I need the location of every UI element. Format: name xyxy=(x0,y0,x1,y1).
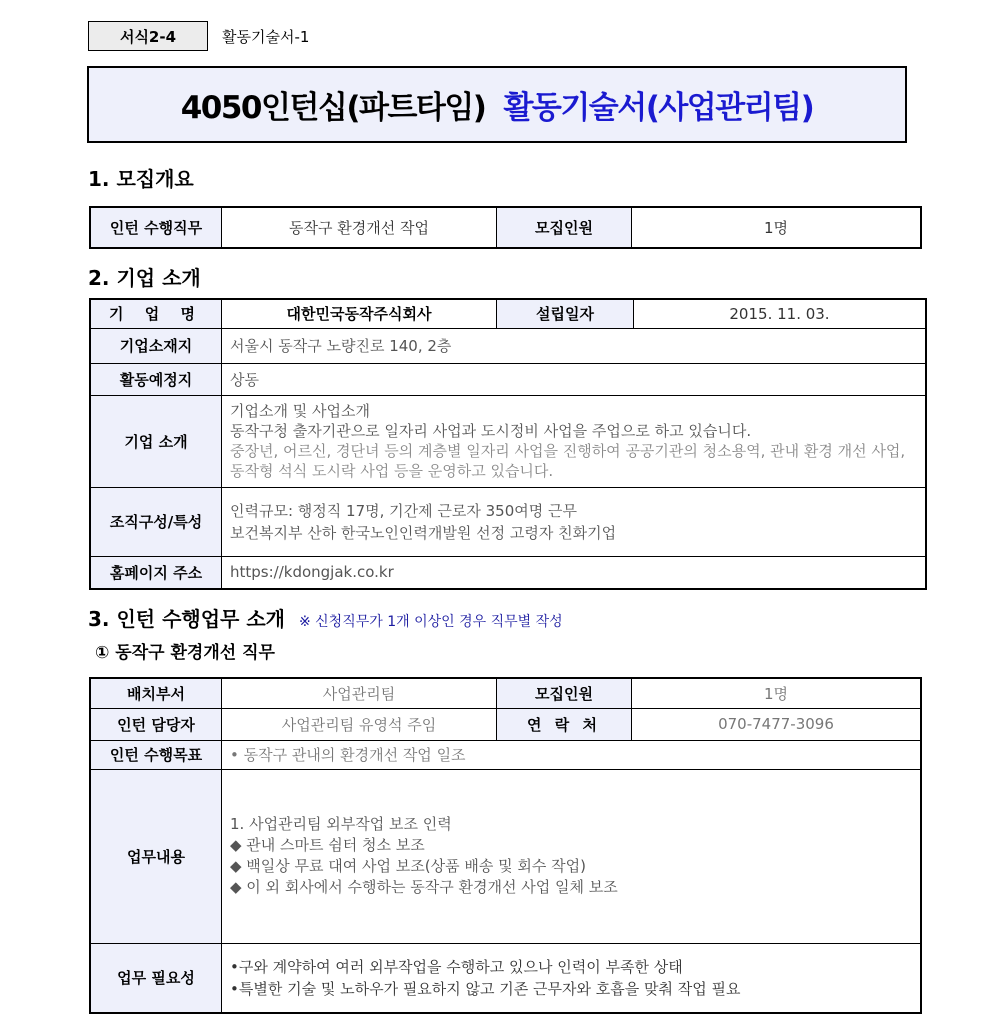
task-line: 1. 사업관리팀 외부작업 보조 인력 xyxy=(230,815,452,833)
need-label: 업무 필요성 xyxy=(90,943,222,1013)
tasks-value xyxy=(222,769,922,943)
section3-heading xyxy=(88,603,563,632)
need-line: •구와 계약하여 여러 외부작업을 수행하고 있으나 인력이 부족한 상태 xyxy=(230,957,683,976)
dept-value: 사업관리팀 xyxy=(222,678,497,708)
intro-value xyxy=(222,395,927,487)
section3-note: ※ 신청직무가 1개 이상인 경우 직무별 작성 xyxy=(298,614,563,630)
intro-line: 중장년, 어르신, 경단녀 등의 계층별 일자리 사업을 진행하여 공공기관의 청소용역, 관내 환경 개선 사업, 동작형 석식 도시락 사업 등을 운영하고 있습니다. xyxy=(230,442,906,480)
dept-label: 배치부서 xyxy=(90,678,222,708)
form-tag: 서식2-4 xyxy=(88,21,208,51)
count-label: 모집인원 xyxy=(497,207,632,248)
intro-line: 기업소개 및 사업소개 xyxy=(230,402,370,420)
recruit-table xyxy=(89,206,922,249)
name-label: 기 업 명 xyxy=(90,299,222,328)
count-value: 1명 xyxy=(632,678,922,708)
title-blue: 활동기술서(사업관리팀) xyxy=(503,90,814,126)
page-title xyxy=(87,66,907,143)
job-subheading: ① 동작구 환경개선 직무 xyxy=(95,643,275,663)
intro-line: 동작구청 출자기관으로 일자리 사업과 도시정비 사업을 주업으로 하고 있습니다. xyxy=(230,422,752,440)
address-label: 기업소재지 xyxy=(90,328,222,363)
manager-value: 사업관리팀 유영석 주임 xyxy=(222,708,497,740)
address-value: 서울시 동작구 노량진로 140, 2층 xyxy=(222,328,927,363)
place-value: 상동 xyxy=(222,363,927,395)
tasks-label: 업무내용 xyxy=(90,769,222,943)
section2-heading: 2. 기업 소개 xyxy=(88,266,201,290)
goal-value: • 동작구 관내의 환경개선 작업 일조 xyxy=(222,740,922,769)
company-table xyxy=(89,298,927,590)
goal-label: 인턴 수행목표 xyxy=(90,740,222,769)
org-value xyxy=(222,487,927,556)
job-table xyxy=(89,677,922,1014)
org-line: 보건복지부 산하 한국노인인력개발원 선정 고령자 친화기업 xyxy=(230,523,617,542)
founded-value: 2015. 11. 03. xyxy=(634,299,927,328)
task-line: ◆ 관내 스마트 쉼터 청소 보조 xyxy=(230,836,425,854)
count-value: 1명 xyxy=(632,207,922,248)
homepage-label: 홈페이지 주소 xyxy=(90,556,222,589)
task-line: ◆ 백일상 무료 대여 사업 보조(상품 배송 및 회수 작업) xyxy=(230,857,586,875)
section1-heading: 1. 모집개요 xyxy=(88,167,194,191)
name-value: 대한민국동작주식회사 xyxy=(222,299,497,328)
intro-label: 기업 소개 xyxy=(90,395,222,487)
need-value xyxy=(222,943,922,1013)
task-line: ◆ 이 외 회사에서 수행하는 동작구 환경개선 사업 일체 보조 xyxy=(230,878,618,896)
place-label: 활동예정지 xyxy=(90,363,222,395)
contact-value: 070-7477-3096 xyxy=(632,708,922,740)
org-line: 인력규모: 행정직 17명, 기간제 근로자 350여명 근무 xyxy=(230,501,577,520)
form-name: 활동기술서-1 xyxy=(222,28,310,46)
title-black: 4050인턴십(파트타임) xyxy=(180,90,486,126)
manager-label: 인턴 담당자 xyxy=(90,708,222,740)
org-label: 조직구성/특성 xyxy=(90,487,222,556)
count-label: 모집인원 xyxy=(497,678,632,708)
founded-label: 설립일자 xyxy=(497,299,634,328)
job-value: 동작구 환경개선 작업 xyxy=(222,207,497,248)
need-line: •특별한 기술 및 노하우가 필요하지 않고 기존 근무자와 호흡을 맞춰 작업 필요 xyxy=(230,979,741,998)
homepage-link[interactable]: https://kdongjak.co.kr xyxy=(222,556,927,589)
section3-title: 3. 인턴 수행업무 소개 xyxy=(88,607,285,631)
job-label: 인턴 수행직무 xyxy=(90,207,222,248)
contact-label: 연 락 처 xyxy=(497,708,632,740)
